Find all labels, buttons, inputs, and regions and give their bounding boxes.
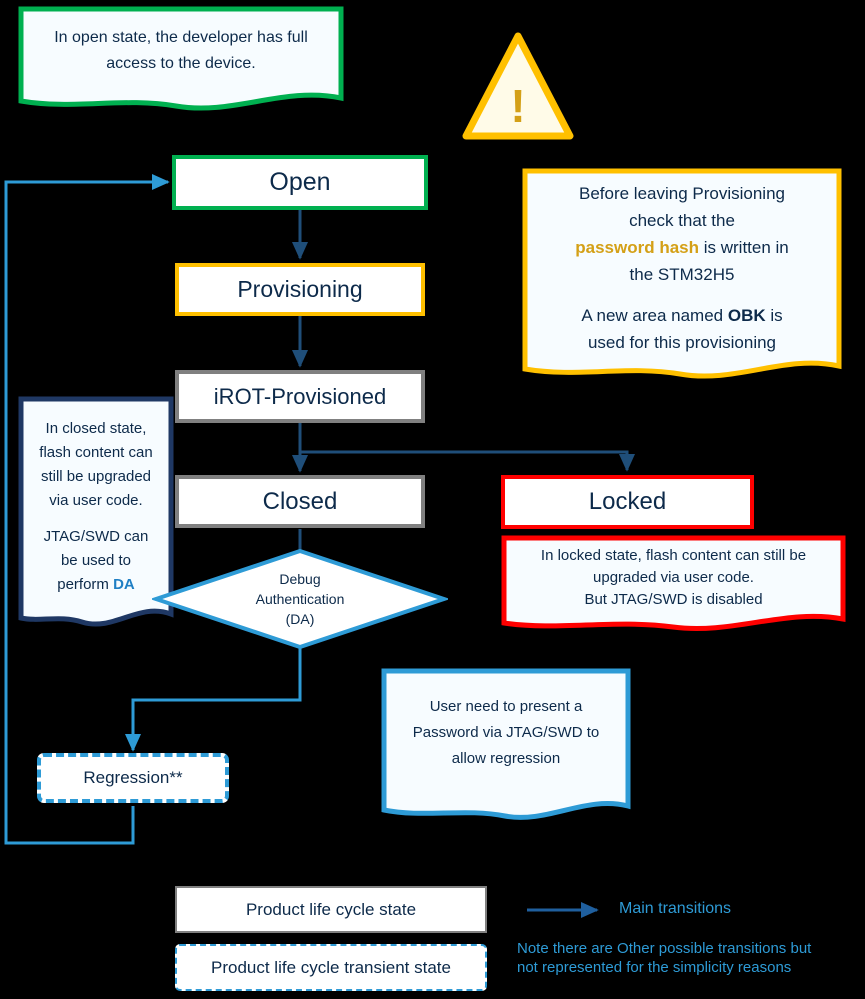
- prov-note-line5a: A new area named: [581, 306, 728, 325]
- decision-line2: Authentication: [255, 591, 345, 607]
- state-locked-label: Locked: [588, 488, 667, 515]
- callout-closed-note: [18, 396, 174, 650]
- legend-transient-box: [175, 944, 487, 991]
- callout-provisioning-note: [522, 168, 842, 388]
- state-open[interactable]: [172, 155, 428, 210]
- regression-note-line3: allow regression: [451, 750, 561, 767]
- closed-note-line3: still be upgraded: [40, 468, 152, 485]
- legend-note-line1: Note there are Other possible transitions but: [517, 940, 812, 957]
- prov-note-line3b: is written in: [699, 238, 789, 257]
- legend-transitions-text: Main transitions: [619, 900, 732, 917]
- locked-note-line1: In locked state, flash content can still be: [540, 547, 807, 564]
- legend-note-line2: not represented for the simplicity reasons: [517, 959, 792, 976]
- prov-note-line3: [575, 234, 789, 261]
- closed-note-line7a: perform: [57, 576, 114, 593]
- decision-line3: (DA): [285, 611, 315, 627]
- prov-note-obk: OBK: [727, 306, 766, 325]
- regression-note-line1: User need to present a: [429, 698, 583, 715]
- closed-note-line2: flash content can: [39, 444, 153, 461]
- state-open-label: Open: [269, 168, 331, 196]
- callout-regression-note: [381, 668, 631, 828]
- state-locked[interactable]: [501, 475, 754, 529]
- closed-note-line6: be used to: [60, 552, 132, 569]
- prov-note-line5: [581, 302, 782, 329]
- closed-note-spacer: [94, 513, 98, 525]
- locked-note-line3: But JTAG/SWD is disabled: [584, 591, 763, 608]
- decision-debug-authentication[interactable]: [152, 548, 448, 650]
- decision-line1: Debug: [279, 571, 321, 587]
- state-provisioning[interactable]: [175, 263, 425, 316]
- open-note-line2: access to the device.: [106, 55, 256, 72]
- state-closed[interactable]: [175, 475, 425, 528]
- state-irot-provisioned[interactable]: [175, 370, 425, 423]
- closed-note-line1: In closed state,: [45, 420, 147, 437]
- prov-note-line5c: is: [765, 306, 783, 325]
- prov-note-line1: Before leaving Provisioning: [578, 184, 785, 203]
- closed-note-line7: [57, 573, 135, 597]
- legend-state-box: [175, 886, 487, 933]
- legend-state-label: Product life cycle state: [245, 899, 417, 919]
- prov-note-line2: check that the: [629, 211, 735, 230]
- callout-locked-note: [501, 535, 846, 635]
- regression-note-line2: Password via JTAG/SWD to: [412, 724, 600, 741]
- open-note-line1: In open state, the developer has full: [54, 29, 308, 46]
- locked-note-line2: upgraded via user code.: [593, 569, 754, 586]
- state-regression-label: Regression**: [83, 768, 183, 787]
- legend-note: [517, 939, 862, 977]
- closed-note-line4: via user code.: [49, 492, 143, 509]
- closed-note-line5: JTAG/SWD can: [43, 528, 149, 545]
- prov-note-password-hash: password hash: [575, 238, 699, 257]
- closed-note-da: DA: [113, 576, 135, 593]
- state-provisioning-label: Provisioning: [237, 276, 363, 302]
- svg-text:!: !: [510, 80, 526, 132]
- state-regression[interactable]: [37, 753, 229, 803]
- state-closed-label: Closed: [262, 487, 338, 515]
- callout-open-note: [18, 6, 344, 116]
- prov-note-line4: the STM32H5: [629, 265, 735, 284]
- prov-note-spacer: [680, 288, 685, 302]
- state-irot-label: iROT-Provisioned: [213, 383, 387, 409]
- warning-triangle-icon: [462, 32, 574, 142]
- legend-transitions-label: [619, 900, 731, 918]
- prov-note-line6: used for this provisioning: [587, 333, 777, 352]
- legend-transient-label: Product life cycle transient state: [210, 957, 451, 977]
